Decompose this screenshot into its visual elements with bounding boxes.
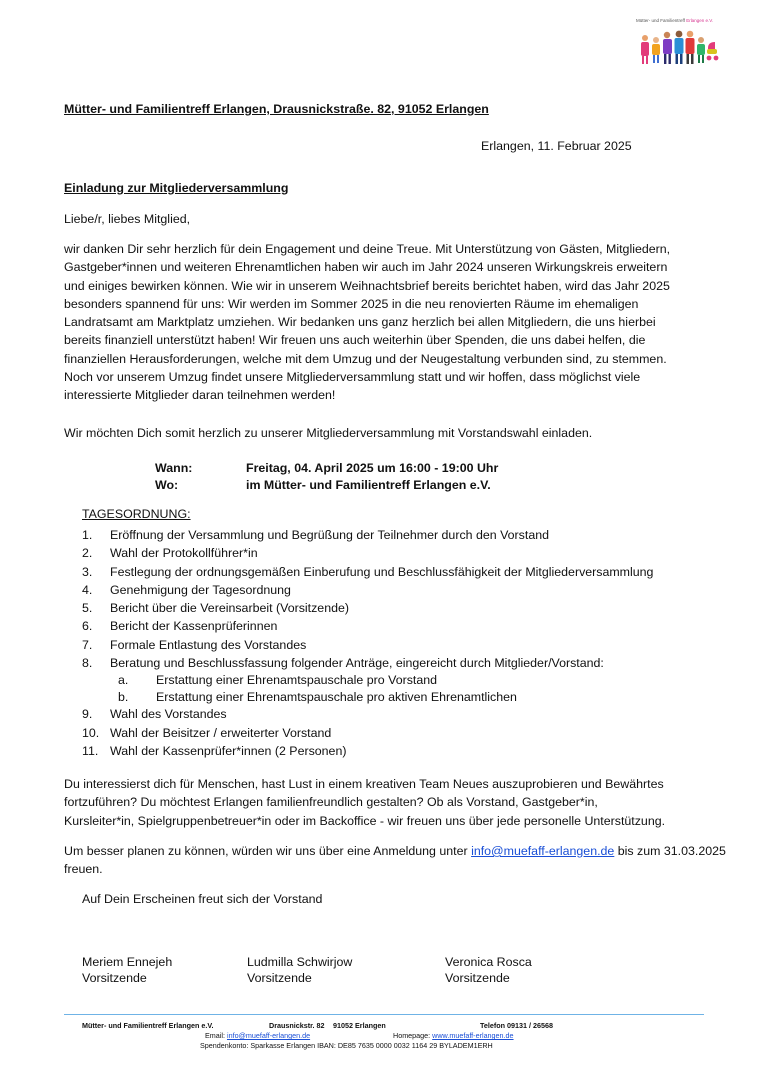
letter-date: Erlangen, 11. Februar 2025 [481,139,632,153]
agenda-title: TAGESORDNUNG: [82,507,191,521]
agenda-subitem: b. Erstattung einer Ehrenamtspauschale pro aktiven Ehrenamtlichen [118,689,517,704]
agenda-item: 4. Genehmigung der Tagesordnung [82,582,291,597]
sender-address: Mütter- und Familientreff Erlangen, Drausnickstraße. 82, 91052 Erlangen [64,102,489,116]
paragraph-line: interessierte Mitglieder daran teilnehmen werden! [64,388,336,403]
paragraph-line: und einiges bewirken können. Wie wir in unserem Weihnachtsbrief bereits berichtet haben, wird das Jahr 2025 [64,278,670,293]
paragraph-line: finanziellen Herausforderungen, welche mit dem Umzug und der Neugestaltung verbunden sind, zu stemmen. [64,351,667,366]
paragraph-line: Um besser planen zu können, würden wir uns über eine Anmeldung unter info@muefaff-erlangen.de bis zum 31.03.2025 [64,844,726,858]
footer-city: 91052 Erlangen [333,1021,386,1030]
agenda-item: 2. Wahl der Protokollführer*in [82,546,258,561]
letter-subject: Einladung zur Mitgliederversammlung [64,181,289,195]
signatory-name: Ludmilla Schwirjow [247,955,353,969]
signatory-role: Vorsitzende [82,970,147,985]
footer-org: Mütter- und Familientreff Erlangen e.V. [82,1021,214,1030]
where-label: Wo: [155,478,179,492]
paragraph-line: Landratsamt am Marktplatz umziehen. Wir bedanken uns ganz herzlich bei allen Mitgliedern, die uns hierbei [64,315,656,330]
registration-email-link[interactable]: info@muefaff-erlangen.de [471,844,615,858]
signature-block [445,955,532,986]
paragraph-line: bereits finanziell unterstützt haben! Wir freuen uns auch weiterhin über Spenden, die uns dabei helfen, die [64,333,646,348]
volunteer-paragraph [64,775,704,830]
agenda-list [82,526,653,760]
paragraph-line: Kursleiter*in, Spielgruppenbetreuer*in oder im Backoffice - wir freuen uns über jede personelle Unterstützung. [64,813,666,828]
closing-line: Auf Dein Erscheinen freut sich der Vorstand [82,892,323,906]
intro-paragraph [64,240,704,405]
paragraph-line: Noch vor unserem Umzug findet unsere Mitgliederversammlung statt und wir hoffen, dass möglichst viele [64,370,641,385]
agenda-item: 3. Festlegung der ordnungsgemäßen Einberufung und Beschlussfähigkeit der Mitgliederversammlung [82,564,654,579]
signatory-role: Vorsitzende [445,970,510,985]
footer-homepage-link[interactable]: www.muefaff-erlangen.de [432,1031,514,1040]
signatory-name: Veronica Rosca [445,955,532,969]
registration-paragraph [64,842,726,879]
logo-caption: Mütter- und Familientreff Erlangen e.V. [636,18,714,23]
footer-email-link[interactable]: info@muefaff-erlangen.de [226,1031,311,1040]
footer-homepage-row: Homepage: www.muefaff-erlangen.de [393,1031,514,1040]
agenda-item: 5. Bericht über die Vereinsarbeit (Vorsitzende) [82,601,349,616]
paragraph-line: wir danken Dir sehr herzlich für dein Engagement und deine Treue. Mit Unterstützung von Gästen, Mitgliedern, [64,242,671,256]
agenda-item: 9. Wahl des Vorstandes [82,707,227,722]
salutation: Liebe/r, liebes Mitglied, [64,212,191,226]
event-where-row [155,477,498,494]
paragraph-line: Gastgeber*innen und weiteren Ehrenamtlichen haben wir auch im Jahr 2024 unseren Wirkungskreis erweitern [64,260,668,275]
agenda-sublist [82,672,653,705]
agenda-subitems [82,672,653,705]
footer-bank-details: Spendenkonto: Sparkasse Erlangen IBAN: DE85 7635 0000 0032 1164 29 BYLADEM1ERH [200,1041,493,1050]
family-figures-icon [636,18,720,70]
event-when-row [155,460,498,477]
agenda-item: 1. Eröffnung der Versammlung und Begrüßung der Teilnehmer durch den Vorstand [82,528,549,542]
when-value: Freitag, 04. April 2025 um 16:00 - 19:00 Uhr [246,461,499,475]
agenda-subitem: a. Erstattung einer Ehrenamtspauschale pro Vorstand [118,673,438,688]
signature-block [82,955,172,986]
footer-divider [64,1014,704,1015]
invitation-sentence: Wir möchten Dich somit herzlich zu unserer Mitgliederversammlung mit Vorstandswahl einladen. [64,426,593,440]
organization-logo [636,18,720,70]
agenda-item: 10. Wahl der Beisitzer / erweiterter Vorstand [82,725,332,740]
agenda-item: 11. Wahl der Kassenprüfer*innen (2 Personen) [82,743,347,758]
footer-street: Drausnickstr. 82 [269,1021,325,1030]
footer-email-row: Email: info@muefaff-erlangen.de [205,1031,311,1040]
paragraph-line: Du interessierst dich für Menschen, hast Lust in einem kreativen Team Neues auszuprobieren und Bewährtes [64,777,664,791]
footer-phone: Telefon 09131 / 26568 [480,1021,553,1030]
signatory-name: Meriem Ennejeh [82,955,173,969]
where-value: im Mütter- und Familientreff Erlangen e.V. [246,478,491,492]
paragraph-line: fortzuführen? Du möchtest Erlangen familienfreundlich gestalten? Ob als Vorstand, Gastgeber*in, [64,795,598,810]
signatory-role: Vorsitzende [247,970,312,985]
paragraph-line: besonders spannend für uns: Wir werden im Sommer 2025 in die neu renovierten Räume im ehemaligen [64,296,639,311]
signature-block [247,955,352,986]
paragraph-line: freuen. [64,862,103,877]
agenda-item: 7. Formale Entlastung des Vorstandes [82,637,307,652]
agenda-item: 8. Beratung und Beschlussfassung folgender Anträge, eingereicht durch Mitglieder/Vorstand: [82,656,604,671]
when-label: Wann: [155,461,193,475]
event-details [155,460,498,494]
agenda-item: 6. Bericht der Kassenprüferinnen [82,619,278,634]
